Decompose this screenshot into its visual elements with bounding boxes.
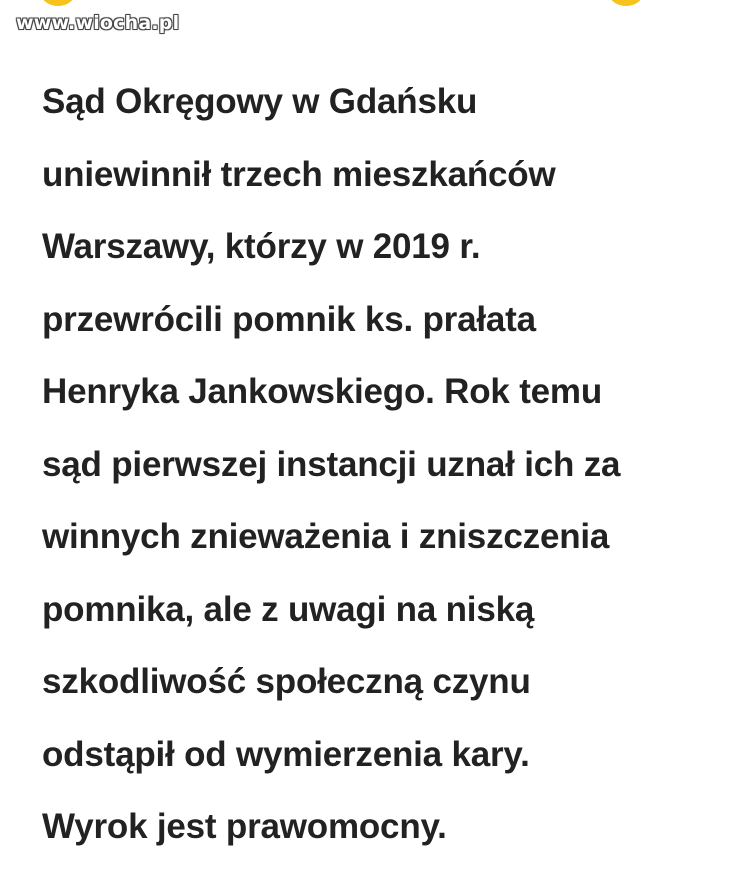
article-line: sąd pierwszej instancji uznał ich za: [42, 444, 621, 484]
article-line: szkodliwość społeczną czynu: [42, 662, 531, 701]
watermark: www.wiocha.pl: [16, 12, 180, 34]
top-strip: [0, 0, 750, 44]
article-line: przewrócili pomnik ks. prałata: [42, 299, 536, 339]
article-line: Wyrok jest prawomocny.: [42, 807, 447, 846]
article-line: pomnika, ale z uwagi na niską: [42, 589, 535, 629]
article-text: [42, 66, 722, 864]
article-line: uniewinnił trzech mieszkańców: [42, 154, 556, 194]
emoji-left-icon: [40, 0, 76, 6]
emoji-right-icon: [608, 0, 644, 6]
article-line: odstąpił od wymierzenia kary.: [42, 734, 530, 774]
article-line: Sąd Okręgowy w Gdańsku: [42, 82, 478, 121]
article-line: Warszawy, którzy w 2019 r.: [42, 227, 481, 266]
article-line: Henryka Jankowskiego. Rok temu: [42, 372, 603, 411]
article-line: winnych znieważenia i zniszczenia: [42, 517, 610, 556]
